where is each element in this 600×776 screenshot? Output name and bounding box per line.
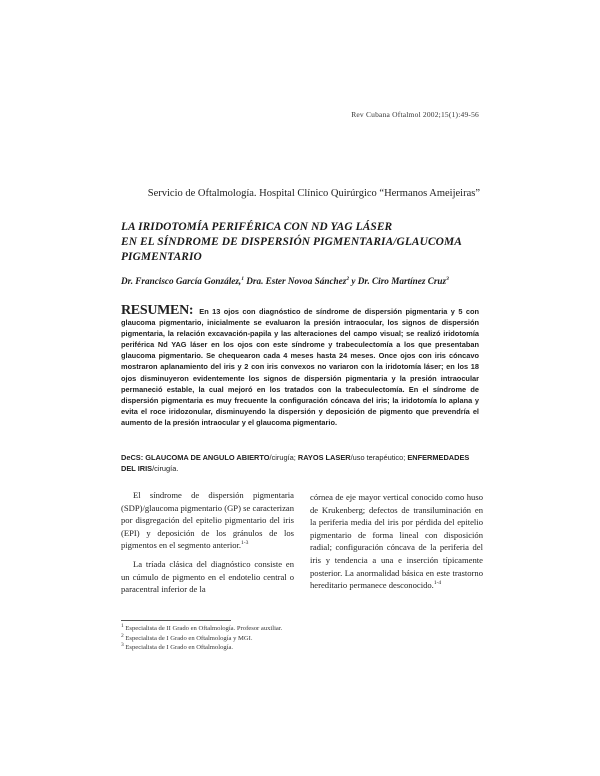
author-affiliation-mark: 2 [346,275,350,282]
body-paragraph [121,489,294,552]
footnote [121,634,481,644]
author-affiliation-mark: 3 [446,275,449,282]
author-affiliation-mark: 1 [241,275,244,282]
keyword-term: GLAUCOMA DE ANGULO ABIERTO [145,453,270,462]
footnote-mark: 3 [121,642,124,648]
footnote-mark: 1 [121,622,124,629]
title-line: EN EL SÍNDROME DE DISPERSIÓN PIGMENTARIA/GLAUCOMA [121,236,462,248]
footnote-text: Especialista de I Grado en Oftalmología. [125,644,234,652]
body-column-left [121,489,294,596]
footnote-divider [121,620,231,621]
citation-mark: 1-4 [433,580,442,587]
footnote [121,643,481,653]
citation-mark: 1-3 [241,540,249,547]
author-name: Dra. Ester Novoa Sánchez [246,276,347,286]
footnote-text: Especialista de I Grado en Oftalmología y MGI. [125,634,253,642]
author-separator: y [349,276,358,286]
body-column-right [310,491,483,592]
article-title [121,220,481,265]
paragraph-text: córnea de eje mayor vertical conocido como huso de Krukenberg; defectos de transiluminación en la periferia media del iris por pérdida del epitelio pigmentario de forma lineal con disposición radial; configuración cóncava de la periferia del iris y tendencia a una e inserción típicamente posterior. La anormalidad básica en este trastorno hereditario permanece desconocido. [310,492,483,591]
institution-line: Servicio de Oftalmología. Hospital Clínico Quirúrgico “Hermanos Ameijeiras” [147,188,480,199]
footnote-text: Especialista de II Grado en Oftalmología. Profesor auxiliar. [125,625,283,632]
keyword-term: RAYOS LASER [297,453,351,462]
title-line: PIGMENTARIO [121,251,202,263]
keyword-qualifier: /cirugía; [269,453,296,462]
body-paragraph [310,491,483,592]
keyword-qualifier: /uso terapéutico; [350,453,406,462]
footnote [121,624,481,634]
footnotes [121,624,481,653]
keywords [121,452,479,474]
abstract [121,305,479,428]
paragraph-text: La tríada clásica del diagnóstico consiste en un cúmulo de pigmento en el endotelio central o paracentral inferior de la [121,558,294,595]
running-header: Rev Cubana Oftalmol 2002;15(1):49-56 [351,110,479,119]
footnote-mark: 2 [121,632,124,639]
title-line: LA IRIDOTOMÍA PERIFÉRICA CON ND YAG LÁSER [121,221,393,233]
keyword-term: ENFERMEDADES DEL IRIS [121,453,470,474]
author-list [121,276,481,286]
abstract-label: RESUMEN: [121,303,194,318]
keywords-label: DeCS: [121,453,144,462]
author-name: Dr. Ciro Martínez Cruz [357,276,447,286]
body-paragraph [121,558,294,596]
abstract-text: En 13 ojos con diagnóstico de síndrome de dispersión pigmentaria y 5 con glaucoma pigmentario, inicialmente se evaluaron la presión intraocular, los signos de dispersión pigmentaria, la relación excavación-papila y las alteraciones del campo visual; se realizó iridotomía periférica Nd YAG láser en los ojos con este síndrome y trabeculectomía a los que presentaban glaucoma pigmentario. Se chequearon cada 4 meses hasta 24 meses. Once ojos con iris cóncavo mostraron aplanamiento del iris y 2 con iris convexos no variaron con la iridotomía láser; en los 18 ojos disminuyeron evidentemente los signos de dispersión pigmentaria y la presión intraocular permaneció estable, la cual mejoró en los tratados con la trabeculectomía. En el síndrome de dispersión pigmentaria es muy frecuente la configuración cóncava del iris; la iridotomía lo aplana y evita el roce iridozonular, disminuyendo la dispersión y deposición de pigmento que prevendría el aumento de la presión intraocular y el glaucoma pigmentario. [121,307,479,427]
author-name: Dr. Francisco García González, [121,276,242,286]
keyword-qualifier: /cirugía. [152,464,179,474]
paragraph-text: El síndrome de dispersión pigmentaria (SDP)/glaucoma pigmentario (GP) se caracterizan por disgregación del epitelio pigmentario del iris (EPI) y deposición de los gránulos de los pigmentos en el segmento anterior. [121,490,294,551]
